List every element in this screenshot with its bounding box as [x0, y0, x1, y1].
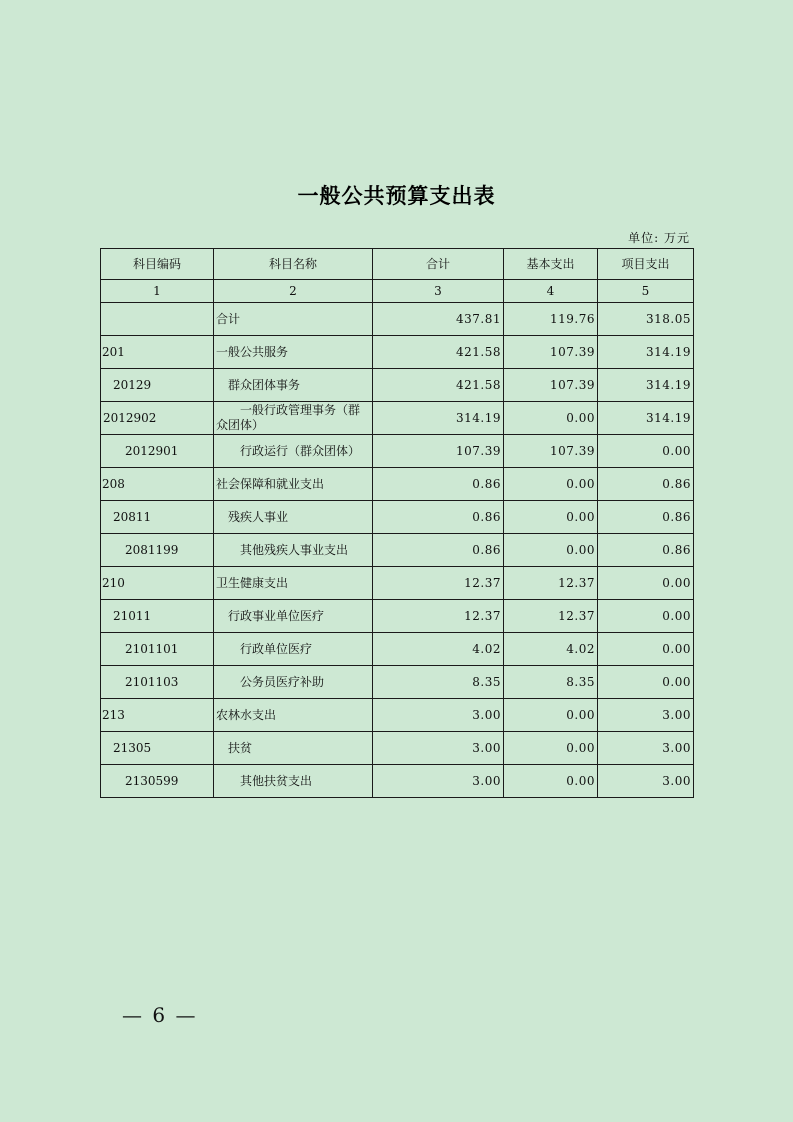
cell-basic: 107.39 — [504, 435, 598, 468]
column-index: 4 — [504, 280, 598, 303]
column-index: 1 — [101, 280, 214, 303]
cell-project: 314.19 — [598, 402, 694, 435]
table-row — [101, 402, 694, 435]
cell-code: 20811 — [101, 501, 214, 534]
cell-project: 0.00 — [598, 600, 694, 633]
cell-name: 一般公共服务 — [214, 336, 373, 369]
cell-name: 合计 — [214, 303, 373, 336]
cell-name: 卫生健康支出 — [214, 567, 373, 600]
unit-label: 单位: 万元 — [628, 231, 690, 245]
cell-project: 0.00 — [598, 567, 694, 600]
cell-name: 扶贫 — [214, 732, 373, 765]
cell-basic: 0.00 — [504, 534, 598, 567]
cell-project: 3.00 — [598, 699, 694, 732]
cell-name: 农林水支出 — [214, 699, 373, 732]
cell-name: 其他扶贫支出 — [214, 765, 373, 798]
cell-basic: 12.37 — [504, 600, 598, 633]
cell-code: 2012902 — [101, 402, 214, 435]
cell-project: 0.00 — [598, 633, 694, 666]
cell-total: 421.58 — [373, 336, 504, 369]
cell-basic: 4.02 — [504, 633, 598, 666]
cell-basic: 107.39 — [504, 369, 598, 402]
table-row — [101, 765, 694, 798]
cell-name: 残疾人事业 — [214, 501, 373, 534]
table-row — [101, 567, 694, 600]
cell-project: 314.19 — [598, 369, 694, 402]
cell-total: 4.02 — [373, 633, 504, 666]
cell-basic: 0.00 — [504, 699, 598, 732]
cell-code: 208 — [101, 468, 214, 501]
cell-name: 行政事业单位医疗 — [214, 600, 373, 633]
cell-name: 行政单位医疗 — [214, 633, 373, 666]
column-header-basic: 基本支出 — [504, 249, 598, 280]
table-row — [101, 732, 694, 765]
table-row — [101, 666, 694, 699]
column-header-name: 科目名称 — [214, 249, 373, 280]
cell-total: 0.86 — [373, 534, 504, 567]
cell-code: 201 — [101, 336, 214, 369]
cell-name: 群众团体事务 — [214, 369, 373, 402]
table-row — [101, 600, 694, 633]
cell-name: 行政运行（群众团体） — [214, 435, 373, 468]
cell-project: 0.86 — [598, 501, 694, 534]
cell-name: 社会保障和就业支出 — [214, 468, 373, 501]
cell-project: 3.00 — [598, 732, 694, 765]
cell-project: 0.86 — [598, 468, 694, 501]
cell-basic: 107.39 — [504, 336, 598, 369]
cell-code: 21011 — [101, 600, 214, 633]
table-row — [101, 369, 694, 402]
cell-code: 2101101 — [101, 633, 214, 666]
cell-basic: 0.00 — [504, 501, 598, 534]
column-header-code: 科目编码 — [101, 249, 214, 280]
column-header-total: 合计 — [373, 249, 504, 280]
cell-code: 20129 — [101, 369, 214, 402]
cell-name: 一般行政管理事务（群众团体） — [214, 402, 373, 435]
cell-basic: 0.00 — [504, 765, 598, 798]
page-title: 一般公共预算支出表 — [297, 184, 496, 208]
cell-code: 2081199 — [101, 534, 214, 567]
column-index: 5 — [598, 280, 694, 303]
cell-total: 12.37 — [373, 567, 504, 600]
cell-project: 318.05 — [598, 303, 694, 336]
cell-code: 2012901 — [101, 435, 214, 468]
cell-total: 3.00 — [373, 699, 504, 732]
table-row — [101, 303, 694, 336]
table-row — [101, 435, 694, 468]
cell-name: 其他残疾人事业支出 — [214, 534, 373, 567]
budget-table — [100, 248, 694, 798]
cell-project: 314.19 — [598, 336, 694, 369]
cell-code: 2130599 — [101, 765, 214, 798]
cell-basic: 119.76 — [504, 303, 598, 336]
cell-code: 21305 — [101, 732, 214, 765]
column-index-row — [101, 280, 694, 303]
cell-project: 0.00 — [598, 435, 694, 468]
cell-basic: 0.00 — [504, 402, 598, 435]
page-number: — 6 — — [122, 1003, 198, 1027]
cell-project: 0.00 — [598, 666, 694, 699]
cell-code: 210 — [101, 567, 214, 600]
cell-code: 213 — [101, 699, 214, 732]
cell-basic: 12.37 — [504, 567, 598, 600]
table-header-row — [101, 249, 694, 280]
table-row — [101, 633, 694, 666]
cell-project: 3.00 — [598, 765, 694, 798]
table-row — [101, 501, 694, 534]
table-row — [101, 468, 694, 501]
cell-total: 8.35 — [373, 666, 504, 699]
cell-total: 0.86 — [373, 501, 504, 534]
cell-code — [101, 303, 214, 336]
cell-project: 0.86 — [598, 534, 694, 567]
cell-total: 12.37 — [373, 600, 504, 633]
cell-basic: 0.00 — [504, 732, 598, 765]
cell-total: 107.39 — [373, 435, 504, 468]
cell-total: 314.19 — [373, 402, 504, 435]
table-row — [101, 699, 694, 732]
column-index: 2 — [214, 280, 373, 303]
cell-total: 437.81 — [373, 303, 504, 336]
table-row — [101, 336, 694, 369]
cell-total: 0.86 — [373, 468, 504, 501]
cell-name: 公务员医疗补助 — [214, 666, 373, 699]
cell-total: 3.00 — [373, 765, 504, 798]
cell-total: 3.00 — [373, 732, 504, 765]
table-row — [101, 534, 694, 567]
column-header-project: 项目支出 — [598, 249, 694, 280]
cell-basic: 0.00 — [504, 468, 598, 501]
column-index: 3 — [373, 280, 504, 303]
cell-total: 421.58 — [373, 369, 504, 402]
table-body — [101, 303, 694, 798]
cell-basic: 8.35 — [504, 666, 598, 699]
cell-code: 2101103 — [101, 666, 214, 699]
